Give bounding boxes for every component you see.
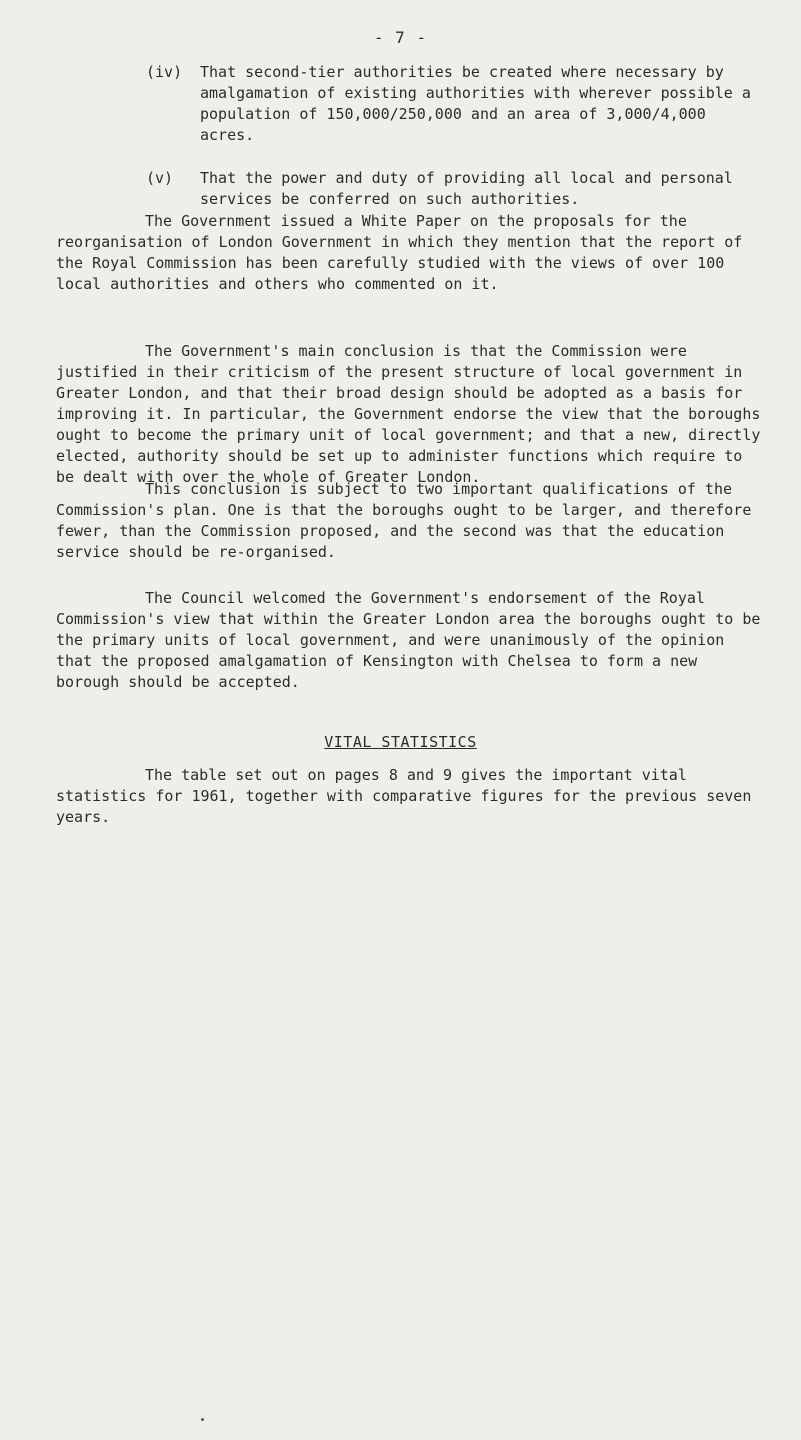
page-number: - 7 - bbox=[373, 28, 428, 47]
list-item-text: That second-tier authorities be created where necessary by amalgamation of existing authorities with wherever possible a population of 150,000/250,000 and an area of 3,000/4,000 acres. bbox=[200, 63, 751, 144]
paragraph-main-conclusion: The Government's main conclusion is that the Commission were justified in their criticism of the present structure of local government in Greater London, and that their broad design should be adopted as a basis for improving it. In particular, the Government endorse the view that the boroughs ought to become the primary unit of local government; and that a new, directly elected, authority should be set up to administer functions which require to be dealt with over the whole of Greater London. bbox=[56, 342, 761, 486]
list-item-marker: (v) bbox=[146, 169, 174, 187]
section-heading-vital-statistics: VITAL STATISTICS bbox=[324, 733, 477, 751]
paragraph-white-paper: The Government issued a White Paper on the proposals for the reorganisation of London Government in which they mention that the report of the Royal Commission has been carefully studied with the views of over 100 local authorities and others who commented on it. bbox=[56, 212, 743, 293]
paragraph-council-view: The Council welcomed the Government's endorsement of the Royal Commission's view that within the Greater London area the boroughs ought to be the primary units of local government, and were unanimously of the opinion that the proposed amalgamation of Kensington with Chelsea to form a new borough should be accepted. bbox=[56, 589, 761, 691]
list-item-marker: (iv) bbox=[146, 63, 183, 81]
list-item-iv bbox=[146, 62, 756, 146]
paragraph-qualifications: This conclusion is subject to two important qualifications of the Commission's plan. One is that the boroughs ought to be larger, and therefore fewer, than the Commission proposed, and the second was that the education service should be re-organised. bbox=[56, 480, 752, 561]
list-item-text: That the power and duty of providing all local and personal services be conferred on such authorities. bbox=[200, 169, 733, 208]
paragraph-vital-statistics: The table set out on pages 8 and 9 gives the important vital statistics for 1961, together with comparative figures for the previous seven years. bbox=[56, 766, 752, 826]
page-mark bbox=[201, 1418, 204, 1421]
list-item-v bbox=[146, 168, 756, 210]
